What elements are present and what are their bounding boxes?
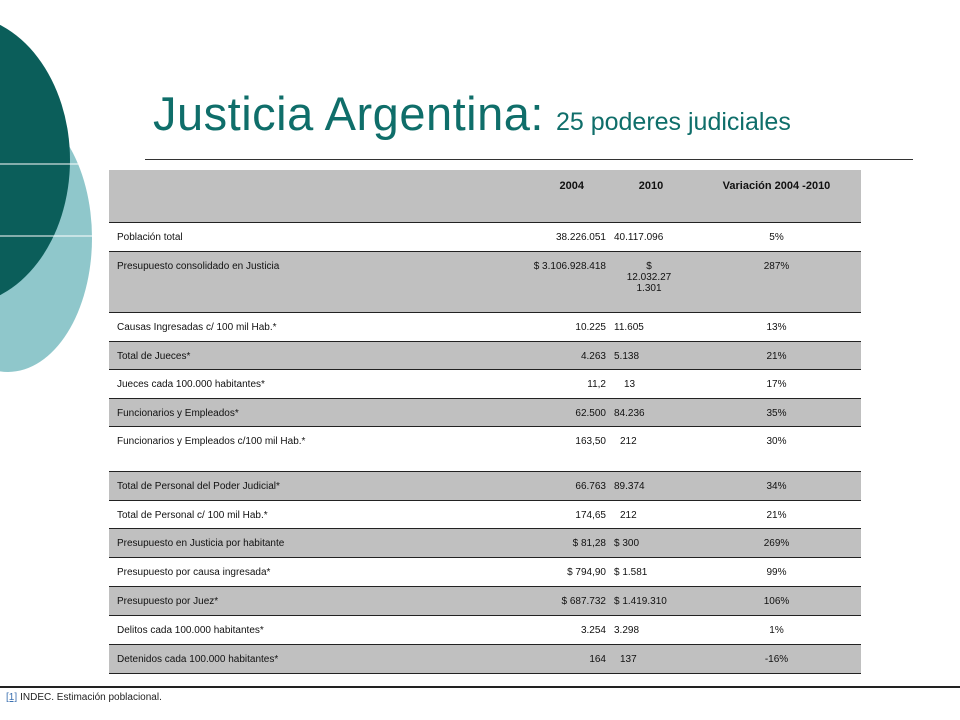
row-label: Delitos cada 100.000 habitantes*	[109, 615, 392, 644]
row-value-2004: 62.500	[392, 398, 610, 426]
table-row	[109, 222, 861, 251]
statistics-table	[109, 170, 861, 674]
header-variation: Variación 2004 -2010	[692, 170, 861, 222]
page-title	[153, 86, 791, 141]
table-row	[109, 471, 861, 500]
table-row	[109, 369, 861, 398]
row-label: Jueces cada 100.000 habitantes*	[109, 369, 392, 398]
table-row	[109, 426, 861, 471]
row-label: Presupuesto por causa ingresada*	[109, 557, 392, 586]
row-variation: 30%	[692, 426, 861, 471]
row-value-2004: $ 81,28	[392, 528, 610, 557]
table-row	[109, 251, 861, 312]
table-row	[109, 312, 861, 341]
header-2004: 2004	[392, 170, 610, 222]
table-row	[109, 528, 861, 557]
table-row	[109, 586, 861, 615]
row-value-2004: $ 3.106.928.418	[392, 251, 610, 312]
row-label: Total de Personal del Poder Judicial*	[109, 471, 392, 500]
row-variation: 106%	[692, 586, 861, 615]
row-value-2004: $ 794,90	[392, 557, 610, 586]
row-value-2010: $ 12.032.27 1.301	[610, 251, 692, 312]
row-value-2004: $ 687.732	[392, 586, 610, 615]
footnote-text: INDEC. Estimación poblacional.	[20, 692, 162, 703]
row-variation: 13%	[692, 312, 861, 341]
row-value-2004: 163,50	[392, 426, 610, 471]
row-variation: 5%	[692, 222, 861, 251]
row-label: Presupuesto por Juez*	[109, 586, 392, 615]
row-value-2010: $ 300	[610, 528, 692, 557]
header-label	[109, 170, 392, 222]
row-value-2004: 66.763	[392, 471, 610, 500]
row-value-2010: 84.236	[610, 398, 692, 426]
table-row	[109, 557, 861, 586]
row-value-2010: 13	[610, 369, 692, 398]
row-value-2004: 174,65	[392, 500, 610, 528]
title-subtitle: 25 poderes judiciales	[555, 108, 791, 136]
footnote-reference-link[interactable]: [1]	[6, 692, 18, 703]
row-label: Causas Ingresadas c/ 100 mil Hab.*	[109, 312, 392, 341]
header-2010: 2010	[610, 170, 692, 222]
table-row	[109, 398, 861, 426]
row-label: Detenidos cada 100.000 habitantes*	[109, 644, 392, 673]
row-value-2004: 11,2	[392, 369, 610, 398]
table-row	[109, 644, 861, 673]
footnote	[6, 692, 162, 703]
row-value-2010: 5.138	[610, 341, 692, 369]
title-divider	[145, 159, 913, 160]
table-row	[109, 615, 861, 644]
row-value-2010: 40.117.096	[610, 222, 692, 251]
row-variation: 1%	[692, 615, 861, 644]
row-value-2010: 3.298	[610, 615, 692, 644]
row-value-2010: 89.374	[610, 471, 692, 500]
table-header-row	[109, 170, 861, 222]
row-variation: 287%	[692, 251, 861, 312]
row-value-2004: 164	[392, 644, 610, 673]
row-label: Total de Jueces*	[109, 341, 392, 369]
row-value-2010: 137	[610, 644, 692, 673]
row-value-2010: 212	[610, 500, 692, 528]
row-value-2010: 11.605	[610, 312, 692, 341]
row-label: Presupuesto en Justicia por habitante	[109, 528, 392, 557]
row-value-2010: $ 1.419.310	[610, 586, 692, 615]
row-variation: -16%	[692, 644, 861, 673]
row-value-2004: 38.226.051	[392, 222, 610, 251]
footer-divider	[0, 686, 960, 688]
table-row	[109, 341, 861, 369]
row-variation: 34%	[692, 471, 861, 500]
row-label: Presupuesto consolidado en Justicia	[109, 251, 392, 312]
decorative-circles	[0, 0, 110, 400]
table-row	[109, 500, 861, 528]
title-main: Justicia Argentina:	[153, 87, 544, 140]
row-variation: 17%	[692, 369, 861, 398]
row-label: Funcionarios y Empleados c/100 mil Hab.*	[109, 426, 392, 471]
row-value-2004: 4.263	[392, 341, 610, 369]
row-variation: 21%	[692, 500, 861, 528]
row-label: Funcionarios y Empleados*	[109, 398, 392, 426]
row-variation: 35%	[692, 398, 861, 426]
row-variation: 99%	[692, 557, 861, 586]
row-value-2004: 10.225	[392, 312, 610, 341]
row-value-2010: $ 1.581	[610, 557, 692, 586]
row-variation: 269%	[692, 528, 861, 557]
row-label: Población total	[109, 222, 392, 251]
row-variation: 21%	[692, 341, 861, 369]
row-value-2010: 212	[610, 426, 692, 471]
row-label: Total de Personal c/ 100 mil Hab.*	[109, 500, 392, 528]
row-value-2004: 3.254	[392, 615, 610, 644]
